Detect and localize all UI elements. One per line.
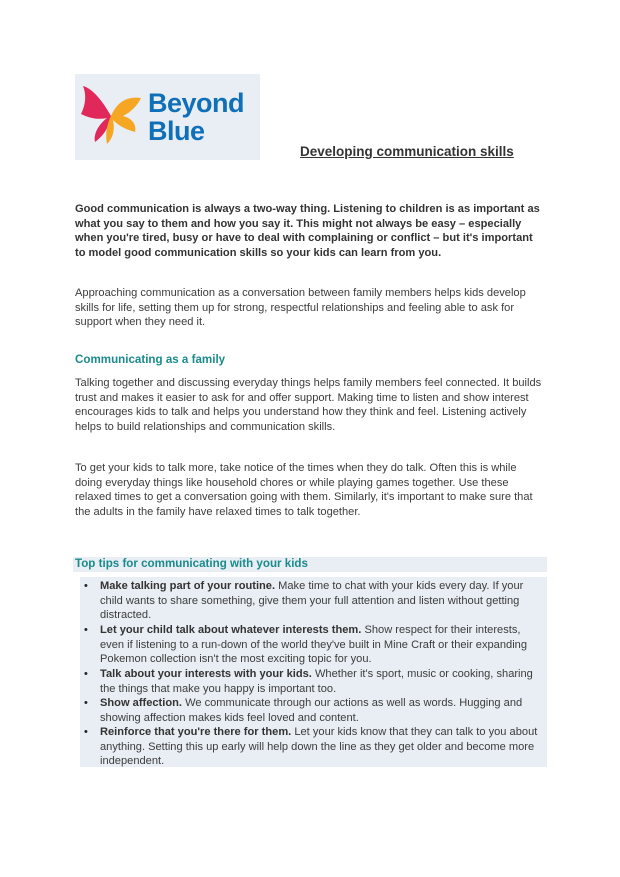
butterfly-icon <box>77 80 147 152</box>
paragraph-family-2: To get your kids to talk more, take notice of the times when they do talk. Often this is while doing everyday things like household chores or while playing games together. Use these relaxed times to get a conversation going with them. Similarly, it's important to make sure that the adults in the family have relaxed times to talk together. <box>75 462 533 518</box>
paragraph-family-1: Talking together and discussing everyday things helps family members feel connected. It builds trust and makes it easier to ask for and offer support. Making time to listen and show interest encourages kids to talk and helps you understand how they think and feel. Listening actively helps to build relationships and communication skills. <box>75 377 542 433</box>
tip-text: Let your kids know that they can talk to you about anything. Setting this up early will help down the line as they get older and become more independent. <box>100 726 538 768</box>
tip-title: Make talking part of your routine. <box>100 580 276 592</box>
tip-item <box>84 579 546 623</box>
intro-paragraph: Good communication is always a two-way thing. Listening to children is as important as what you say to them and how you say it. This might not always be easy – especially when you're tired, busy or have to deal with complaining or conflict – but it's important to model good communication skills so your kids can learn from you. <box>75 203 540 259</box>
document-title: Developing communication skills <box>300 144 514 159</box>
tip-title: Talk about your interests with your kids. <box>100 668 312 680</box>
tips-heading-bar <box>73 557 547 572</box>
tip-item <box>84 696 546 725</box>
paragraph-approach: Approaching communication as a conversation between family members helps kids develop skills for life, setting them up for strong, respectful relationships and feeling able to ask for support when they need it. <box>75 287 526 329</box>
bullet-icon: • <box>84 624 88 636</box>
bullet-icon: • <box>84 726 88 738</box>
tip-item <box>84 725 546 769</box>
tips-box <box>80 577 547 767</box>
tip-title: Show affection. <box>100 697 182 709</box>
tip-text: Whether it's sport, music or cooking, sharing the things that make you happy is important too. <box>100 668 533 695</box>
tip-text: Make time to chat with your kids every day. If your child wants to share something, give them your full attention and listen without getting distracted. <box>100 580 524 622</box>
tip-text: Show respect for their interests, even if listening to a run-down of the world they've built in Mine Craft or their expanding Pokemon collection isn't the most exciting topic for you. <box>100 624 527 666</box>
bullet-icon: • <box>84 697 88 709</box>
tip-title: Reinforce that you're there for them. <box>100 726 292 738</box>
logo-text-line2: Blue <box>148 116 205 146</box>
tip-item <box>84 667 546 696</box>
tip-item <box>84 623 546 667</box>
logo-text-line1: Beyond <box>148 88 245 118</box>
tip-text: We communicate through our actions as well as words. Hugging and showing affection makes kids feel loved and content. <box>100 697 523 724</box>
bullet-icon: • <box>84 580 88 592</box>
bullet-icon: • <box>84 668 88 680</box>
beyond-blue-logo <box>75 74 260 160</box>
tip-title: Let your child talk about whatever interests them. <box>100 624 362 636</box>
section-heading-family: Communicating as a family <box>75 353 226 366</box>
tips-heading: Top tips for communicating with your kids <box>75 557 308 570</box>
